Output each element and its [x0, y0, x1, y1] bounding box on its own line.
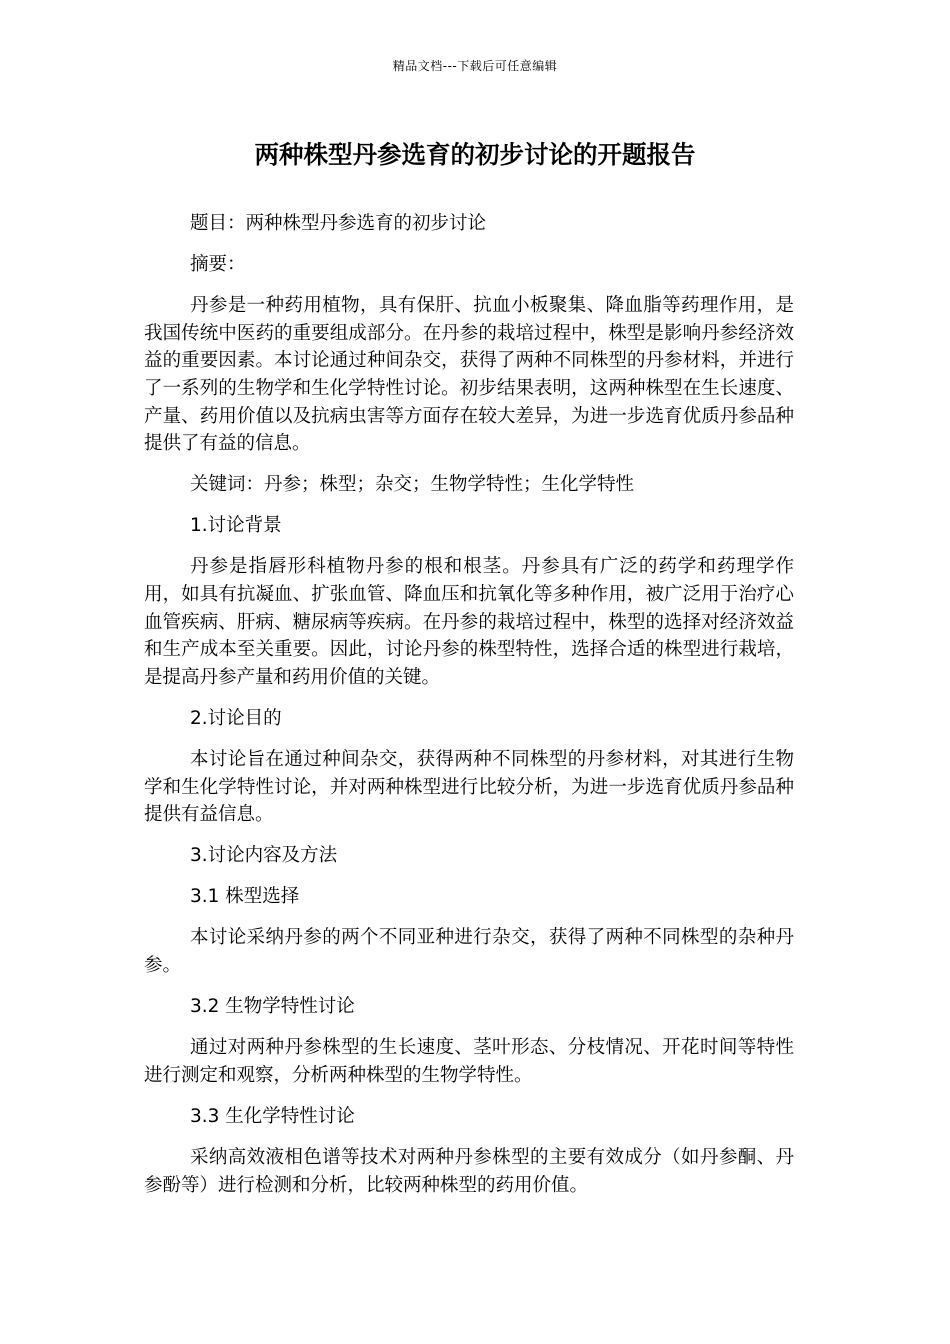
document-title: 两种株型丹参选育的初步讨论的开题报告 [254, 140, 696, 169]
subsection-heading-biology: 3.2 生物学特性讨论 [190, 996, 355, 1018]
background-text: 丹参是指唇形科植物丹参的根和根茎。丹参具有广泛的药学和药理学作用，如具有抗凝血、扩张血管、降血压和抗氧化等多种作用，被广泛用于治疗心血管疾病、肝病、糖尿病等疾病。在丹参的栽培过程中，株型的选择对经济效益和生产成本至关重要。因此，讨论丹参的株型特性，选择合适的株型进行栽培，是提高丹参产量和药用价值的关键。 [144, 556, 794, 688]
purpose-text: 本讨论旨在通过种间杂交，获得两种不同株型的丹参材料，对其进行生物学和生化学特性讨论，并对两种株型进行比较分析，为进一步选育优质丹参品种提供有益信息。 [144, 749, 794, 826]
section-heading-background: 1.讨论背景 [190, 515, 282, 537]
subject-line: 题目：两种株型丹参选育的初步讨论 [190, 213, 487, 234]
keywords-line: 关键词：丹参；株型；杂交；生物学特性；生化学特性 [190, 474, 635, 496]
biochemistry-text: 采纳高效液相色谱等技术对两种丹参株型的主要有效成分（如丹参酮、丹参酚等）进行检测和分析，比较两种株型的药用价值。 [144, 1147, 794, 1196]
section-heading-methods: 3.讨论内容及方法 [190, 845, 338, 867]
abstract-heading: 摘要： [190, 254, 246, 276]
section-heading-purpose: 2.讨论目的 [190, 707, 282, 729]
abstract-text: 丹参是一种药用植物，具有保肝、抗血小板聚集、降血脂等药理作用，是我国传统中医药的重要组成部分。在丹参的栽培过程中，株型是影响丹参经济效益的重要因素。本讨论通过种间杂交，获得了两种不同株型的丹参材料，并进行了一系列的生物学和生化学特性讨论。初步结果表明，这两种株型在生长速度、产量、药用价值以及抗病虫害等方面存在较大差异，为进一步选育优质丹参品种提供了有益的信息。 [144, 295, 794, 455]
subsection-heading-biochemistry: 3.3 生化学特性讨论 [190, 1105, 355, 1127]
subsection-heading-selection: 3.1 株型选择 [190, 886, 300, 908]
selection-text: 本讨论采纳丹参的两个不同亚种进行杂交，获得了两种不同株型的杂种丹参。 [144, 927, 794, 977]
document-body [144, 210, 794, 1213]
header-note: 精品文档---下载后可任意编辑 [392, 59, 558, 73]
biology-text: 通过对两种丹参株型的生长速度、茎叶形态、分枝情况、开花时间等特性进行测定和观察，分析两种株型的生物学特性。 [144, 1037, 794, 1086]
